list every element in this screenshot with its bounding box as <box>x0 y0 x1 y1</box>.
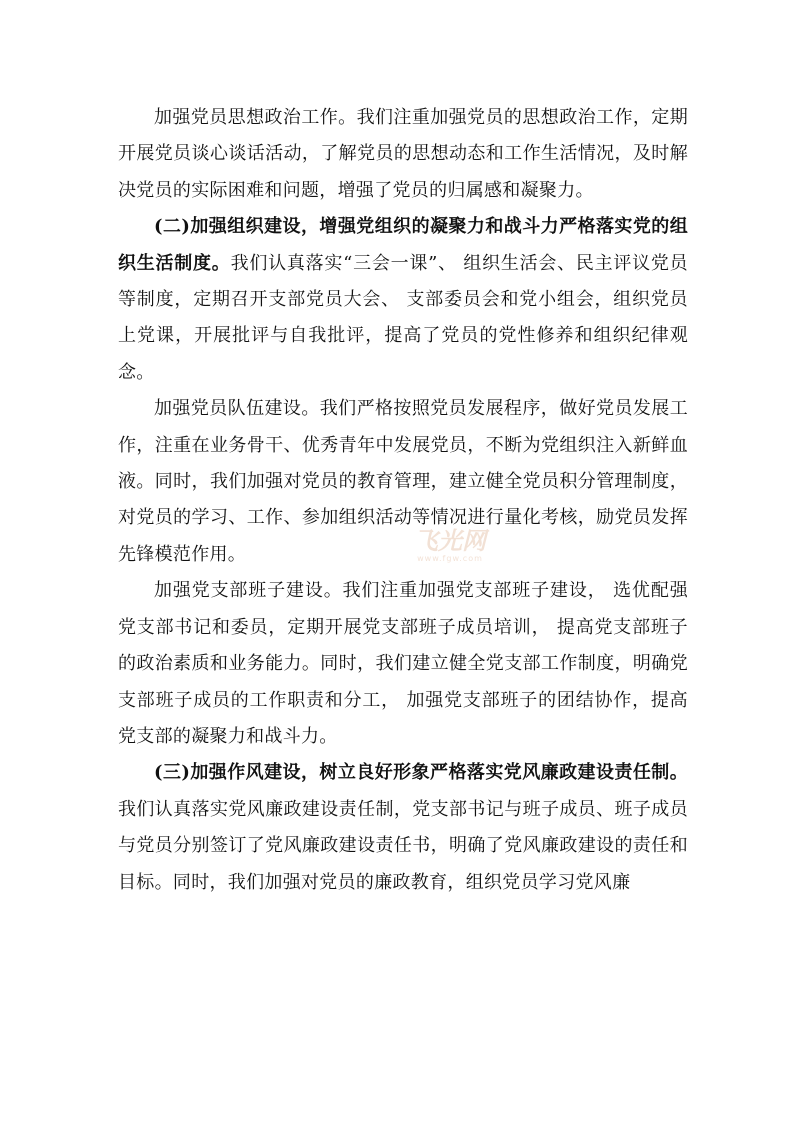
paragraph-organization-building <box>118 209 688 391</box>
document-page <box>118 100 688 901</box>
paragraph-branch-leadership <box>118 573 688 755</box>
paragraph-style-building <box>118 755 688 901</box>
paragraph-text: 加强党支部班子建设。我们注重加强党支部班子建设， 选优配强党支部书记和委员，定期开展党支部班子成员培训， 提高党支部班子的政治素质和业务能力。同时，我们建立健全党支部工作制度，明确党支部班子成员的工作职责和分工， 加强党支部班子的团结协作，提高党支部的凝聚力和战斗力。 <box>118 580 688 747</box>
paragraph-text: 我们认真落实“三会一课”、 组织生活会、民主评议党员等制度，定期召开支部党员大会、 支部委员会和党小组会，组织党员上党课，开展批评与自我批评，提高了党员的党性修养和组织纪律观念。 <box>118 252 688 383</box>
paragraph-member-team <box>118 391 688 573</box>
paragraph-text: 我们认真落实党风廉政建设责任制，党支部书记与班子成员、班子成员与党员分别签订了党风廉政建设责任书，明确了党风廉政建设的责任和目标。同时，我们加强对党员的廉政教育，组织党员学习党风廉 <box>118 798 688 893</box>
section-heading-style: (三)加强作风建设，树立良好形象严格落实党风廉政建设责任制。 <box>154 762 688 784</box>
section-heading-organization: (二)加强组织建设，增强党组织的凝聚力和战斗力严格落实党的组织生活制度。 <box>118 216 688 274</box>
paragraph-text: 加强党员队伍建设。我们严格按照党员发展程序，做好党员发展工作，注重在业务骨干、优秀青年中发展党员，不断为党组织注入新鲜血液。同时，我们加强对党员的教育管理，建立健全党员积分管理制度，对党员的学习、工作、参加组织活动等情况进行量化考核，励党员发挥先锋模范作用。 <box>118 398 688 565</box>
watermark-logo: 飞光网 <box>414 527 486 555</box>
watermark-url: www.fgw.com <box>417 554 483 563</box>
paragraph-ideology-work <box>118 100 688 209</box>
paragraph-text: 加强党员思想政治工作。我们注重加强党员的思想政治工作，定期开展党员谈心谈话活动，了解党员的思想动态和工作生活情况，及时解决党员的实际困难和问题，增强了党员的归属感和凝聚力。 <box>118 107 688 201</box>
